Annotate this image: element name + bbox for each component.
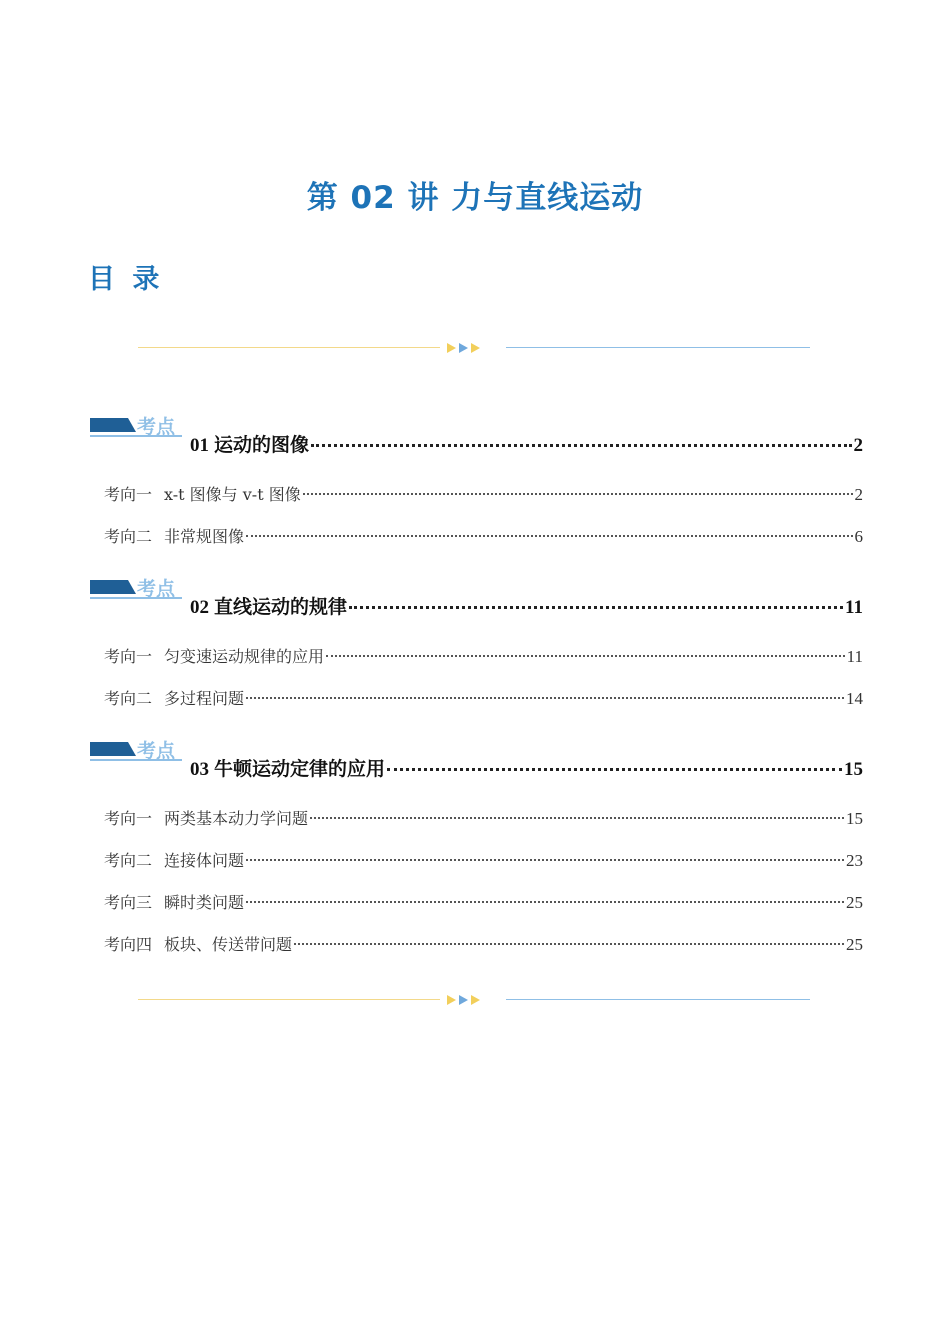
dot-leader	[246, 535, 852, 537]
dot-leader	[246, 901, 844, 903]
toc-item[interactable]	[104, 482, 863, 505]
section-page: 15	[844, 759, 863, 780]
item-text: 连接体问题	[164, 851, 245, 870]
divider-line-left	[138, 999, 440, 1000]
toc-item[interactable]	[104, 932, 863, 955]
dot-leader	[294, 943, 844, 945]
item-label: 考向二	[104, 527, 153, 546]
dot-leader	[387, 768, 842, 771]
svg-text:考点: 考点	[137, 416, 176, 438]
item-page: 2	[854, 485, 863, 504]
toc-section[interactable]	[90, 578, 863, 618]
section-number: 03	[190, 759, 209, 780]
toc-item[interactable]	[104, 524, 863, 547]
item-text: x-t 图像与 v-t 图像	[164, 485, 301, 504]
kaodian-badge-icon	[90, 416, 186, 444]
toc-item[interactable]	[104, 644, 863, 667]
item-label: 考向一	[104, 809, 153, 828]
triple-arrow-icon	[447, 342, 487, 354]
toc-section[interactable]	[90, 416, 863, 456]
dot-leader	[246, 697, 844, 699]
section-title: 运动的图像	[214, 434, 310, 456]
section-number: 02	[190, 597, 209, 618]
item-label: 考向一	[104, 647, 153, 666]
item-label: 考向二	[104, 689, 153, 708]
dot-leader	[349, 606, 843, 609]
item-page: 25	[846, 935, 863, 954]
item-text: 多过程问题	[164, 689, 245, 708]
toc-item[interactable]	[104, 806, 863, 829]
section-title: 牛顿运动定律的应用	[214, 758, 386, 780]
divider-line-left	[138, 347, 440, 348]
divider-line-right	[506, 999, 810, 1000]
divider-top	[138, 342, 810, 354]
toc-item[interactable]	[104, 890, 863, 913]
dot-leader	[246, 859, 844, 861]
item-page: 14	[846, 689, 863, 708]
item-text: 瞬时类问题	[164, 893, 245, 912]
item-page: 6	[854, 527, 863, 546]
item-label: 考向二	[104, 851, 153, 870]
divider-line-right	[506, 347, 810, 348]
dot-leader	[311, 444, 851, 447]
svg-text:考点: 考点	[137, 578, 176, 600]
section-page: 11	[845, 597, 863, 618]
dot-leader	[303, 493, 853, 495]
page-title: 第 02 讲 力与直线运动	[306, 180, 644, 216]
item-label: 考向四	[104, 935, 153, 954]
section-row[interactable]	[190, 754, 863, 781]
item-page: 15	[846, 809, 863, 828]
item-text: 板块、传送带问题	[164, 935, 293, 954]
section-page: 2	[853, 435, 863, 456]
triple-arrow-icon	[447, 994, 487, 1006]
item-page: 25	[846, 893, 863, 912]
toc-heading: 目 录	[88, 264, 164, 295]
dot-leader	[310, 817, 844, 819]
toc-item[interactable]	[104, 686, 863, 709]
item-label: 考向一	[104, 485, 153, 504]
divider-bottom	[138, 994, 810, 1006]
kaodian-badge-icon	[90, 578, 186, 606]
section-row[interactable]	[190, 592, 863, 619]
section-title: 直线运动的规律	[214, 596, 348, 618]
item-text: 匀变速运动规律的应用	[164, 647, 325, 666]
item-text: 非常规图像	[164, 527, 245, 546]
item-page: 23	[846, 851, 863, 870]
section-row[interactable]	[190, 430, 863, 457]
section-number: 01	[190, 435, 209, 456]
kaodian-badge-icon	[90, 740, 186, 768]
toc-section[interactable]	[90, 740, 863, 780]
svg-text:考点: 考点	[137, 740, 176, 762]
item-label: 考向三	[104, 893, 153, 912]
toc-item[interactable]	[104, 848, 863, 871]
item-text: 两类基本动力学问题	[164, 809, 309, 828]
dot-leader	[326, 655, 845, 657]
item-page: 11	[846, 647, 863, 666]
